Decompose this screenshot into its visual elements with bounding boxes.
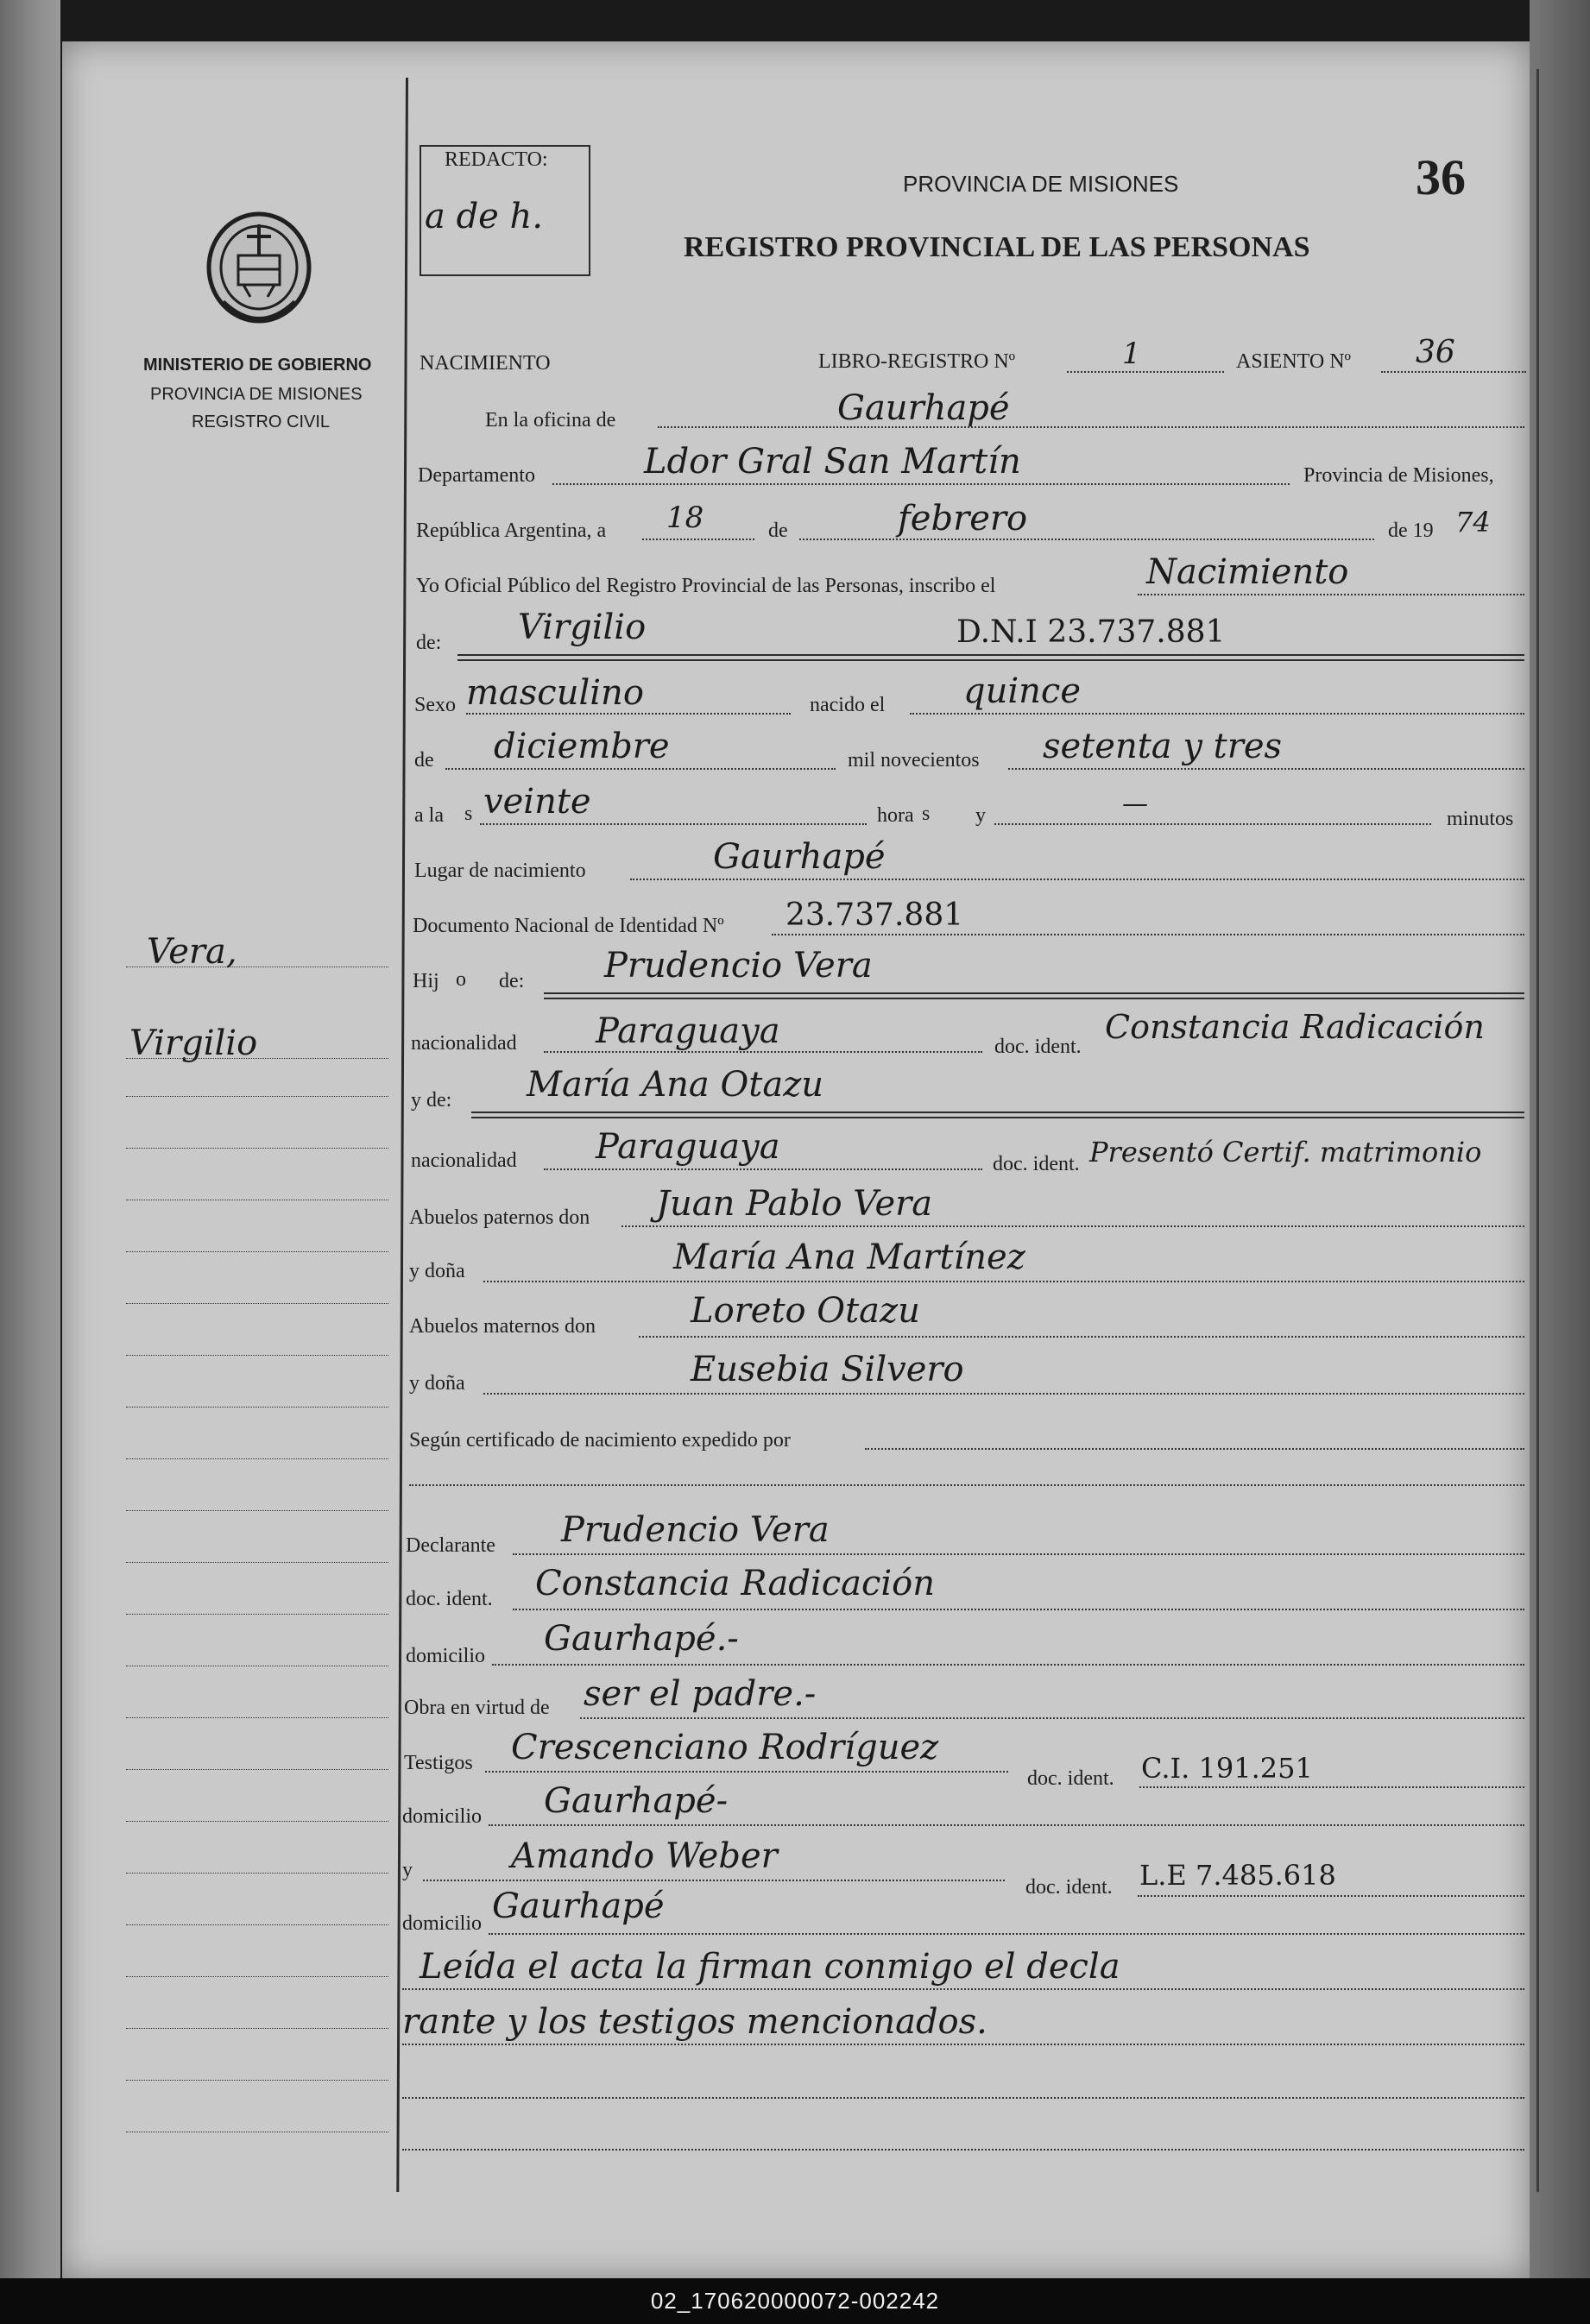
libro-value: 1 (1122, 337, 1141, 371)
lugar-value: Gaurhapé (713, 837, 886, 877)
margin-rule (126, 2028, 388, 2029)
declarante-label: Declarante (406, 1534, 495, 1557)
hora-line (480, 823, 867, 825)
abp-line (621, 1225, 1524, 1227)
coat-of-arms-icon (199, 207, 319, 337)
dom1-line (492, 1664, 1524, 1666)
cierre-text-2: rante y los testigos mencionados. (402, 2002, 987, 2042)
abp-value: Juan Pablo Vera (656, 1184, 933, 1224)
docid4-line (1139, 1786, 1524, 1788)
stamp-label: REDACTO: (445, 148, 548, 171)
libro-line (1067, 371, 1224, 373)
ministry-line3: REGISTRO CIVIL (192, 413, 331, 431)
anio-value: setenta y tres (1043, 727, 1283, 766)
docid3-value: Constancia Radicación (535, 1564, 935, 1603)
inscribo-value: Nacimiento (1146, 552, 1349, 592)
oficina-line (658, 426, 1524, 428)
page-number: 36 (1416, 149, 1466, 205)
dni-value: 23.737.881 (786, 897, 964, 933)
padre-line (544, 992, 1524, 994)
libro-label: LIBRO-REGISTRO Nº (818, 350, 1016, 373)
docid2-value: Presentó Certif. matrimonio (1089, 1136, 1482, 1168)
margin-rule (126, 1096, 388, 1097)
book-left-edge (0, 0, 60, 2278)
nombre-line-2 (457, 659, 1524, 661)
provincia-suffix: Provincia de Misiones, (1303, 464, 1494, 487)
ydona1-label: y doña (409, 1260, 465, 1282)
margin-rule (126, 1458, 388, 1459)
lugar-label: Lugar de nacimiento (414, 860, 586, 882)
dom3-value: Gaurhapé (492, 1886, 665, 1926)
stamp-handwriting: a de h. (425, 197, 544, 236)
nacido-line (910, 713, 1524, 715)
abma-value: Eusebia Silvero (691, 1350, 964, 1389)
docid1-label: doc. ident. (994, 1036, 1082, 1058)
nombre-line (457, 654, 1524, 656)
margin-rule (126, 1821, 388, 1822)
dia-line (642, 538, 754, 540)
margin-rule (126, 1924, 388, 1925)
margin-rule (126, 1355, 388, 1356)
docid4-label: doc. ident. (1027, 1767, 1114, 1790)
dia-value: 18 (666, 501, 704, 535)
cierre-text-1: Leída el acta la firman conmigo el decla (420, 1947, 1120, 1987)
segun-line-2 (409, 1484, 1524, 1486)
y2-label: y (402, 1859, 413, 1881)
dom2-line (489, 1824, 1524, 1826)
ministry-line1: MINISTERIO DE GOBIERNO (143, 356, 372, 375)
oficina-label: En la oficina de (485, 409, 616, 431)
margin-rule (126, 1510, 388, 1511)
mes-nac-line (445, 768, 836, 770)
republica-label: República Argentina, a (416, 520, 607, 542)
departamento-value: Ldor Gral San Martín (644, 442, 1021, 482)
hijo-de: de: (499, 970, 525, 992)
nac2-line (544, 1168, 982, 1170)
madre-line (471, 1112, 1524, 1113)
dni-label: Documento Nacional de Identidad Nº (413, 915, 724, 937)
nombre-dni-value: D.N.I 23.737.881 (956, 614, 1226, 650)
docid5-line (1138, 1895, 1524, 1897)
dom2-label: domicilio (402, 1805, 482, 1828)
declarante-value: Prudencio Vera (561, 1510, 830, 1550)
province-header: PROVINCIA DE MISIONES (903, 171, 1179, 197)
de-nombre-label: de: (416, 632, 442, 654)
asiento-line (1381, 371, 1526, 373)
margin-rule (126, 1562, 388, 1563)
horas-label: hora (877, 804, 914, 827)
ministry-line2: PROVINCIA DE MISIONES (150, 385, 363, 404)
nac2-label: nacionalidad (411, 1149, 517, 1172)
margin-rule (126, 1976, 388, 1977)
docid2-label: doc. ident. (993, 1153, 1080, 1175)
minutos-line (994, 823, 1431, 825)
dom3-line (489, 1933, 1524, 1935)
blank-line-2 (402, 2149, 1524, 2151)
margin-rule (126, 1769, 388, 1770)
image-id-footer: 02_170620000072-002242 (0, 2278, 1590, 2324)
hijo-label: Hij (413, 970, 439, 992)
obra-value: ser el padre.- (584, 1674, 817, 1714)
cierre-line-2 (402, 2044, 1524, 2045)
oficial-text: Yo Oficial Público del Registro Provincial de las Personas, inscribo el (416, 575, 996, 597)
departamento-label: Departamento (418, 464, 535, 487)
docid5-label: doc. ident. (1025, 1876, 1113, 1899)
hijo-o: o (456, 968, 466, 991)
de-label: de (768, 520, 788, 542)
record-type: NACIMIENTO (420, 352, 551, 375)
yde-label: y de: (411, 1089, 452, 1112)
mes-line (799, 538, 1374, 540)
inscribo-line (1138, 594, 1524, 595)
docid1-value: Constancia Radicación (1105, 1008, 1485, 1046)
sexo-value: masculino (466, 673, 644, 713)
margin-surname: Vera, (147, 932, 237, 972)
nac1-line (544, 1051, 982, 1053)
mes-nac-value: diciembre (494, 727, 670, 766)
madre-line-2 (471, 1117, 1524, 1118)
mes-value: febrero (898, 499, 1028, 538)
margin-rule (126, 1148, 388, 1149)
margin-rule (126, 1407, 388, 1408)
nac2-value: Paraguaya (596, 1127, 780, 1167)
margin-rule (126, 2080, 388, 2081)
page-title: REGISTRO PROVINCIAL DE LAS PERSONAS (684, 231, 1310, 263)
margin-rule (126, 1614, 388, 1615)
hora-value: veinte (483, 782, 591, 822)
margin-rule (126, 1303, 388, 1304)
docid5-value: L.E 7.485.618 (1139, 1859, 1336, 1892)
cierre-line-1 (402, 1988, 1524, 1990)
de-year-label: de 19 (1388, 520, 1434, 542)
asiento-value: 36 (1416, 335, 1455, 370)
testigo1-line (485, 1771, 1008, 1773)
mil-label: mil novecientos (848, 749, 980, 772)
testigo2-line (423, 1880, 1005, 1881)
sexo-label: Sexo (414, 694, 456, 716)
de-mes-label: de (414, 749, 434, 772)
abm-label: Abuelos maternos don (409, 1315, 596, 1338)
nacido-value: quince (963, 671, 1081, 711)
abm-value: Loreto Otazu (691, 1291, 920, 1331)
docid3-label: doc. ident. (406, 1588, 493, 1610)
dni-line (772, 934, 1524, 935)
dom1-label: domicilio (406, 1645, 485, 1667)
abpa-line (483, 1281, 1524, 1282)
ala-label: a la (414, 804, 444, 827)
nac1-value: Paraguaya (596, 1011, 780, 1051)
segun-line (865, 1448, 1524, 1450)
docid4-value: C.I. 191.251 (1141, 1752, 1313, 1785)
testigo1-value: Crescenciano Rodríguez (511, 1728, 939, 1767)
abma-line (483, 1393, 1524, 1395)
ydona2-label: y doña (409, 1372, 465, 1395)
abpa-value: María Ana Martínez (673, 1238, 1025, 1277)
anio-line (1008, 768, 1524, 770)
padre-value: Prudencio Vera (604, 946, 873, 986)
margin-given-name: Virgilio (129, 1023, 258, 1063)
dom3-label: domicilio (402, 1912, 482, 1935)
minutos-label: minutos (1447, 808, 1514, 830)
nacido-label: nacido el (810, 694, 886, 716)
nac1-label: nacionalidad (411, 1032, 517, 1055)
obra-line (580, 1717, 1524, 1719)
testigo2-value: Amando Weber (511, 1836, 778, 1876)
testigos-label: Testigos (404, 1752, 473, 1774)
dom2-value: Gaurhapé- (544, 1781, 729, 1821)
margin-rule (126, 1873, 388, 1874)
abp-label: Abuelos paternos don (409, 1206, 590, 1229)
madre-value: María Ana Otazu (527, 1065, 824, 1105)
margin-rule (126, 1251, 388, 1252)
y-label: y (975, 804, 986, 827)
declarante-line (513, 1553, 1524, 1555)
horas-s: s (922, 803, 931, 825)
lugar-line (630, 879, 1524, 880)
segun-label: Según certificado de nacimiento expedido por (409, 1429, 791, 1452)
asiento-label: ASIENTO Nº (1236, 350, 1351, 373)
right-border-line (1536, 69, 1539, 2192)
obra-label: Obra en virtud de (404, 1697, 550, 1719)
minutos-value: — (1122, 789, 1148, 819)
nombre-value: Virgilio (518, 608, 647, 647)
abm-line (639, 1336, 1524, 1338)
departamento-line (552, 483, 1290, 485)
blank-line-1 (402, 2097, 1524, 2099)
sexo-line (466, 713, 791, 715)
dom1-value: Gaurhapé.- (544, 1619, 739, 1659)
oficina-value: Gaurhapé (837, 388, 1010, 428)
docid3-line (513, 1609, 1524, 1610)
ala-s: s (464, 803, 473, 825)
year-value: 74 (1455, 506, 1491, 538)
margin-rule (126, 1717, 388, 1718)
padre-line-2 (544, 998, 1524, 999)
